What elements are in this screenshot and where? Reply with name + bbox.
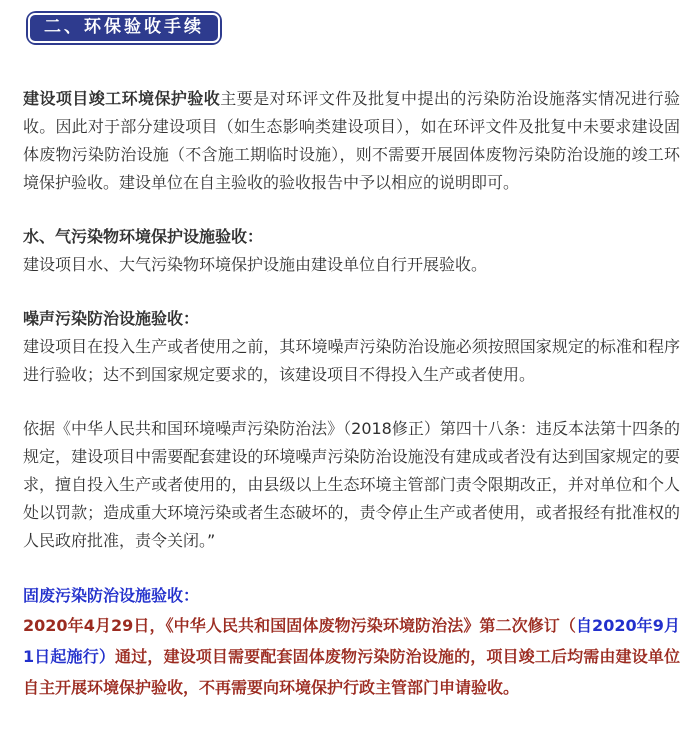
section-solid-waste-heading: 固废污染防治设施验收： [23,586,200,605]
section-noise-body: 建设项目在投入生产或者使用之前，其环境噪声污染防治设施必须按照国家规定的标准和程序进行验收；达不到国家规定要求的，该建设项目不得投入生产或者使用。 [23,337,680,384]
article-content [23,85,680,703]
section-noise [23,305,680,389]
section-title-badge [26,11,222,45]
section-water-air [23,223,680,279]
paragraph-noise-law-citation: 依据《中华人民共和国环境噪声污染防治法》（2018修正）第四十八条：违反本法第十四条的规定，建设项目中需要配套建设的环境噪声污染防治设施没有建成或者没有达到国家规定的要求，擅自投入生产或者使用的，由县级以上生态环境主管部门责令限期改正，并对单位和个人处以罚款；造成重大环境污染或者生态破坏的，责令停止生产或者使用，或者报经有批准权的人民政府批准，责令关闭。” [23,419,680,550]
section-solid-waste [23,581,680,703]
solid-waste-red-text-2: 通过，建设项目需要配套固体废物污染防治设施的，项目竣工后均需由建设单位自主开展环境保护验收，不再需要向环境保护行政主管部门申请验收。 [23,647,680,697]
section-title-label: 二、环保验收手续 [28,13,220,43]
section-noise-heading: 噪声污染防治设施验收： [23,309,200,328]
paragraph-lead-bold: 建设项目竣工环境保护验收 [23,89,221,108]
section-water-air-body: 建设项目水、大气污染物环境保护设施由建设单位自行开展验收。 [23,255,488,274]
solid-waste-blue-date-text: 自2020年9月1日起施行） [23,616,680,666]
paragraph-completion-text: 主要是对环评文件及批复中提出的污染防治设施落实情况进行验收。因此对于部分建设项目（如生态影响类建设项目），如在环评文件及批复中未要求建设固体废物污染防治设施（不含施工期临时设施），则不需要开展固体废物污染防治设施的竣工环境保护验收。建设单位在自主验收的验收报告中予以相应的说明即可。 [23,89,680,192]
section-solid-waste-body [23,610,680,703]
solid-waste-red-text-1: 2020年4月29日，《中华人民共和国固体废物污染环境防治法》第二次修订（ [23,616,576,635]
section-water-air-heading: 水、气污染物环境保护设施验收： [23,227,264,246]
paragraph-completion-acceptance [23,85,680,197]
